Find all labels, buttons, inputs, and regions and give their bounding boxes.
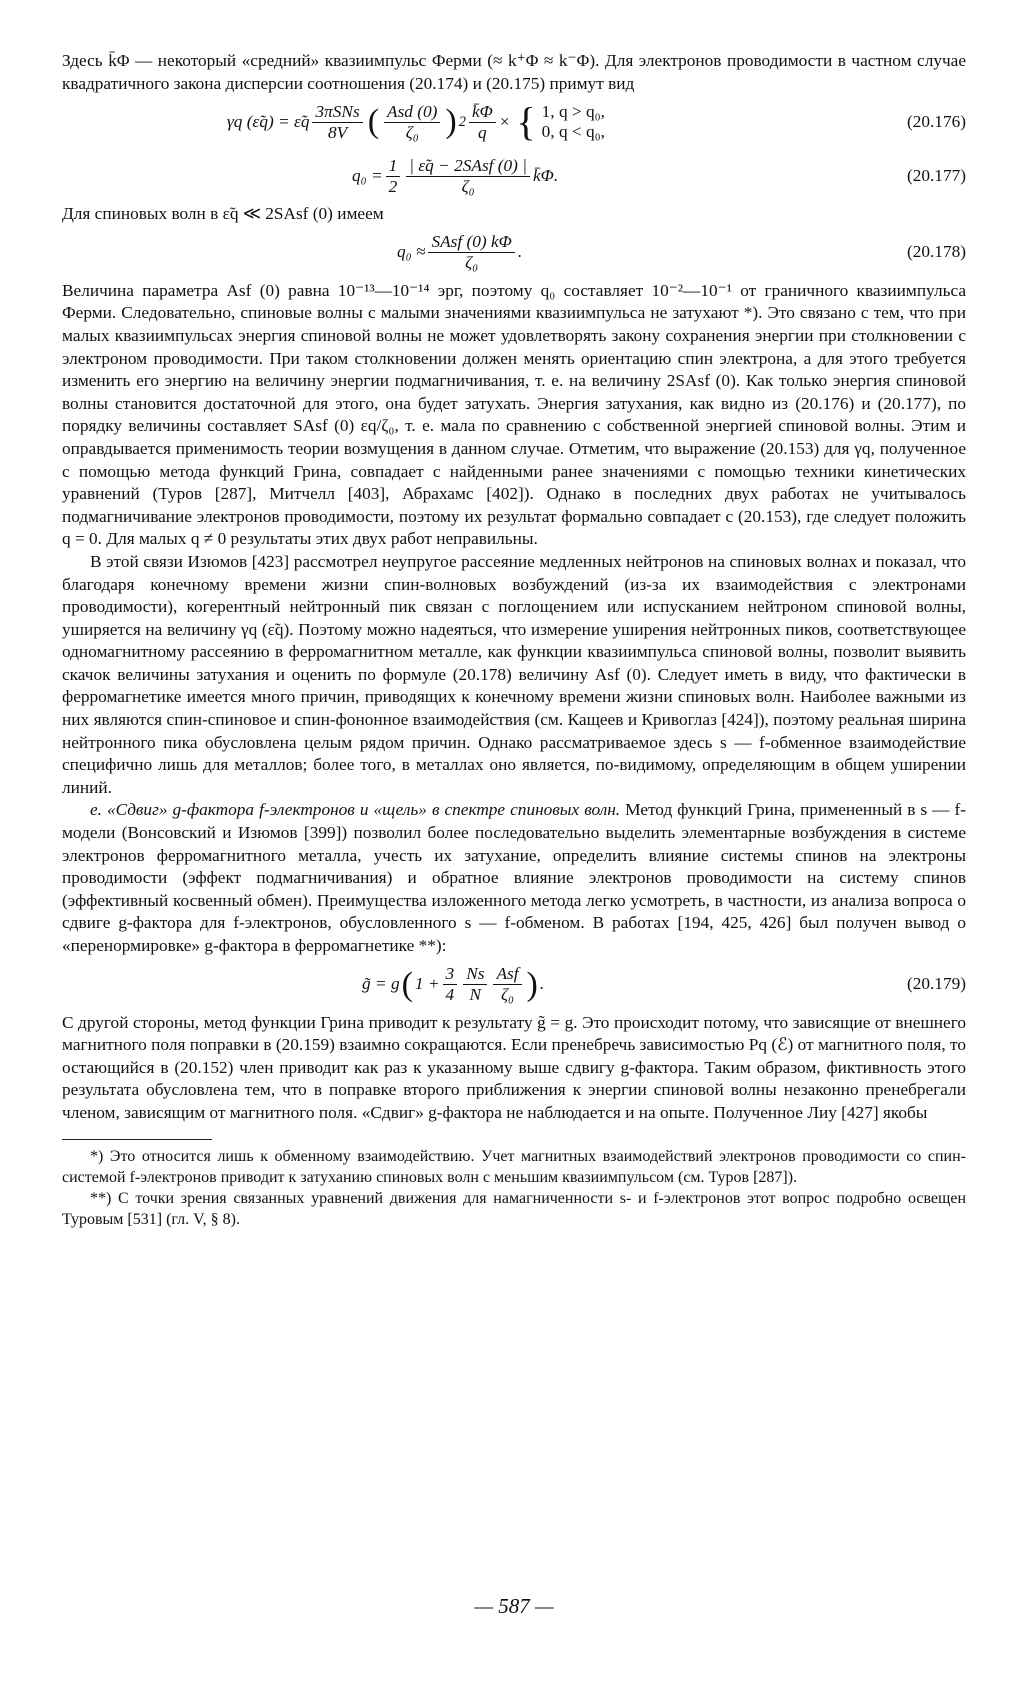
equation-20-177: q₀ = $\frac{1}{2}$ $\frac{\text{| ε̃q − 2SAsf (0) |}}{\text{ζ₀}}$ k̄Φ. (20.177) [352,155,966,196]
paragraph-green-function: С другой стороны, метод функции Грина приводит к результату g̃ = g. Это происходит потому, что зависящие от внешнего магнитного поля поправки в (20.159) взаимно сокращаются. Если пренебречь зависимостью Pq (ℰ) от магнитного поля, то остающийся в (20.152) член приводит как раз к указанному выше сдвигу g-фактора. Таким образом, фиктивность этого результата обусловлена тем, что в поправке второго приближения к энергии спиновой волны незаконно пренебрегали членом, зависящим от магнитного поля. «Сдвиг» g-фактора не наблюдается и на опыте. Полученное Лиу [427] якобы [62,1012,966,1122]
footnote-1: *) Это относится лишь к обменному взаимодействию. Учет магнитных взаимодействий электронов проводимости со спин-системой f-электронов приводит к затуханию спиновых волн с меньшим квазиимпульсом (см. Туров [287]). [62,1147,966,1186]
page-number: — 587 — [474,1594,554,1618]
equation-number: (20.179) [906,974,966,994]
page-body [62,50,967,1618]
eq176-frac2: $\frac{\text{Asd (0)}}{\text{ζ₀}}$ [384,102,440,143]
footnote-2: **) С точки зрения связанных уравнений движения для намагниченности s- и f-электронов этот вопрос подробно освещен Туровым [531] (гл. V, § 8). [62,1189,967,1228]
eq176-frac3: $\frac{k̄\Phi}{q}$ [469,102,496,143]
footnote-divider [62,1139,212,1140]
eq176-cases: 1, q > q₀, 0, q < q₀, [541,102,605,142]
paragraph-izyumov: В этой связи Изюмов [423] рассмотрел неупругое рассеяние медленных нейтронов на спиновых волнах и показал, что благодаря конечному времени жизни спин-волновых возбуждений (из-за их взаимодействия с электронами проводимости), когерентный нейтронный пик связан с поглощением или испусканием нейтроном спиновой волны, уширяется на величину γq (ε̃q). Поэтому можно надеяться, что измерение уширения нейтронных пиков, соответствующее одномагнитному рассеянию в ферромагнитном металле, как функции квазиимпульса спиновой волны, позволит выявить скачок величины затухания и оценить по формуле (20.178) величину Asf (0). Следует иметь в виду, что фактически в ферромагнетике имеется много причин, приводящих к конечному времени жизни спиновых волн. Наиболее важными из них являются спин-спиновое и спин-фононное взаимодействия (см. Кащеев и Кривоглаз [424]), поэтому реальная ширина нейтронного пика обусловлена целым рядом причин. Однако рассматриваемое здесь s — f-обменное взаимодействие специфично лишь для металлов; более того, в металлах оно является, по-видимому, определяющим в общем уширении линий. [62,551,966,797]
equation-number: (20.178) [906,242,966,262]
equation-number: (20.177) [906,165,966,185]
equation-20-179: g̃ = g ( 1 + $\frac{3}{4}$ $\frac{Ns}{N}$ $\frac{\text{Asf}}{\text{ζ₀}}$ ) . (20.179) [362,964,966,1005]
paragraph-parameter: Величина параметра Asf (0) равна 10⁻¹³—10⁻¹⁴ эрг, поэтому q₀ составляет 10⁻²—10⁻¹ от граничного квазиимпульса Ферми. Следовательно, спиновые волны с малыми значениями квазиимпульса не затухают *). Это связано с тем, что при малых квазиимпульсах энергия спиновой волны не может удовлетворять закону сохранения энергии при столкновении с электроном проводимости. При таком столкновении должен менять ориентацию спин электрона, а для этого требуется изменить его энергию на величину энергии подмагничивания, т. е. на величину 2SAsf (0). Как только энергия спиновой волны становится достаточной для этого, она будет затухать. Энергия затухания, как видно из (20.176) и (20.177), по порядку величины составляет SAsf (0) εq/ζ₀, т. е. мала по сравнению с собственной энергией спиновой волны. Этим и оправдывается применимость теории возмущения в данном случае. Отметим, что выражение (20.153) для γq, полученное с помощью метода функций Грина, совпадает с найденными ранее значениями с помощью техники кинетических уравнений (Туров [287], Митчелл [403], Абрахамс [402]). Однако в последних двух работах не учитывалось подмагничивание электронов проводимости, поэтому их результат формально совпадает с (20.153), где следует положить q = 0. Для малых q ≠ 0 результаты этих двух работ неправильны. [62,280,966,549]
equation-20-176: γq (ε̃q) = ε̃q $\frac{\text{3πSNs}}{8V}$ ( $\frac{\text{Asd (0)}}{\text{ζ₀}}$ ) 2 $\frac{k̄\Phi}{q}$ × { 1, q > q₀, 0, q < q₀, (20.176) [227,99,966,145]
equation-number: (20.176) [906,111,966,131]
paragraph-spin-waves: Для спиновых волн в ε̃q ≪ 2SAsf (0) имеем [62,204,384,224]
eq176-frac1: $\frac{\text{3πSNs}}{8V}$ [312,102,362,143]
section-title: е. «Сдвиг» g-фактора f-электронов и «щель» в спектре спиновых волн. [90,800,621,820]
equation-20-178: q₀ ≈ $\frac{\text{SAsf (0) kΦ}}{\text{ζ₀}}$ . (20.178) [397,232,966,273]
paragraph-intro: Здесь k̄Φ — некоторый «средний» квазиимпульс Ферми (≈ k⁺Φ ≈ k⁻Φ). Для электронов проводимости в частном случае квадратичного закона дисперсии соотношения (20.174) и (20.175) примут вид [62,51,966,93]
paragraph-g-factor: е. «Сдвиг» g-фактора f-электронов и «щель» в спектре спиновых волн. Метод функций Грина, примененный в s — f-модели (Вонсовский и Изюмов [399]) позволил более последовательно выделить элементарные возбуждения в системе электронов ферромагнитного металла, учесть их затухание, определить влияние системы спинов на электроны проводимости (эффект подмагничивания) и обратное влияние электронов проводимости на систему спинов (эффективный косвенный обмен). Преимущества изложенного метода легко усмотреть, в частности, из анализа вопроса о сдвиге g-фактора для f-электронов, обусловленного s — f-обменом. В работах [194, 425, 426] был получен вывод о «перенормировке» g-фактора в ферромагнетике **): [62,800,967,955]
eq176-lhs: γq (ε̃q) = ε̃q [227,111,310,131]
